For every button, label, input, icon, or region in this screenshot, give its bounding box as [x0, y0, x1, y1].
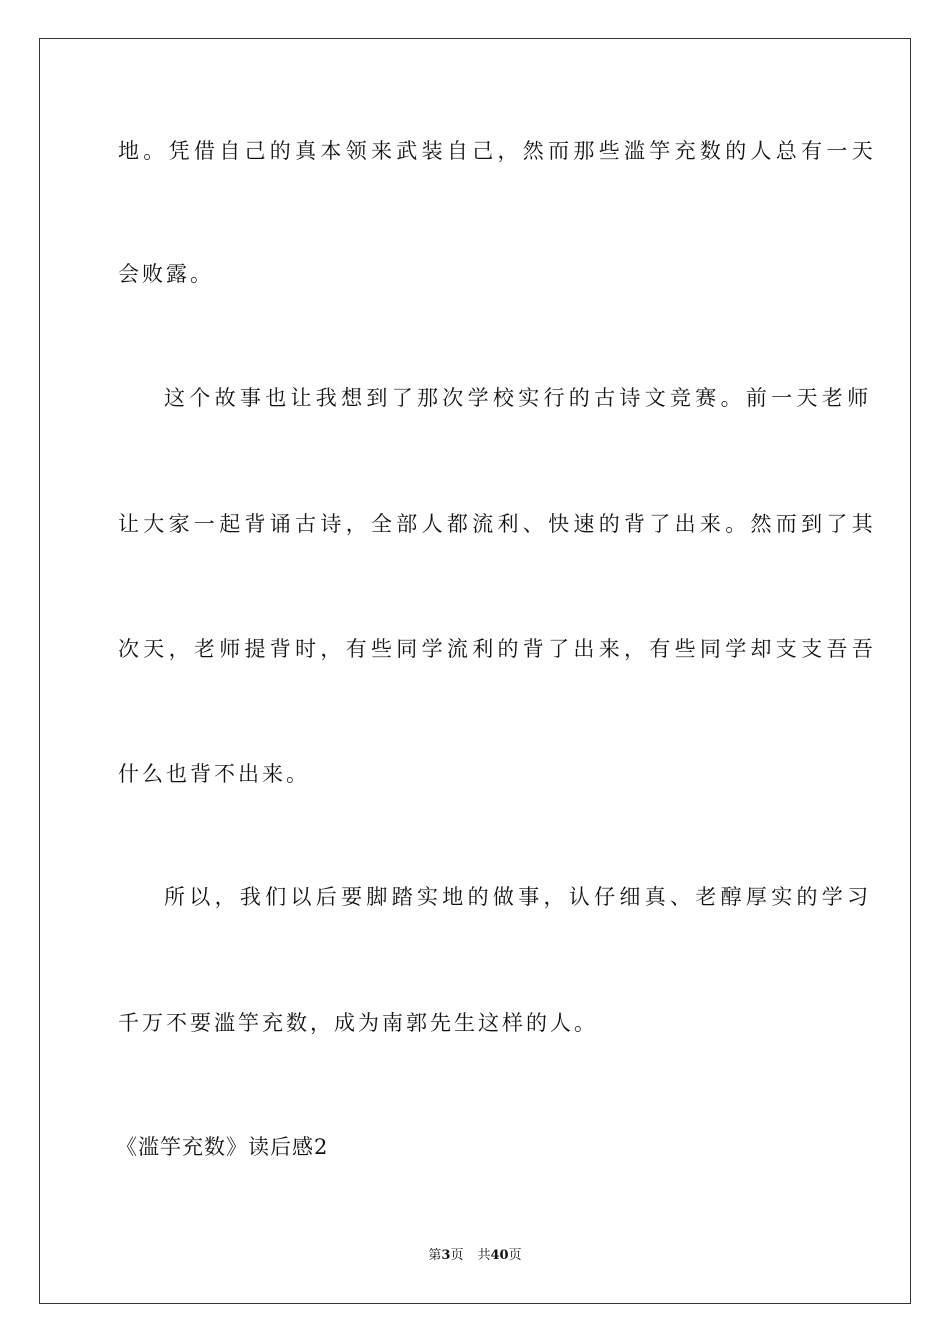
paragraph-line: 什么也背不出来。	[118, 762, 310, 786]
page-footer	[0, 1247, 950, 1265]
total-suffix: 页	[508, 1248, 522, 1263]
page-suffix: 页	[450, 1248, 464, 1263]
page-number: 3	[441, 1248, 451, 1263]
paragraph-line: 次天，老师提背时，有些同学流利的背了出来，有些同学却支支吾吾	[118, 637, 877, 661]
section-title: 《滥竽充数》读后感2	[116, 1135, 329, 1159]
paragraph-line: 会败露。	[118, 262, 214, 286]
paragraph-line: 让大家一起背诵古诗，全部人都流利、快速的背了出来。然而到了其	[118, 512, 877, 536]
paragraph-line: 所以，我们以后要脚踏实地的做事，认仔细真、老醇厚实的学习	[164, 885, 873, 909]
paragraph-line: 这个故事也让我想到了那次学校实行的古诗文竞赛。前一天老师	[164, 386, 873, 410]
paragraph-line: 地。凭借自己的真本领来武装自己，然而那些滥竽充数的人总有一天	[118, 139, 877, 163]
total-pages: 40	[490, 1248, 509, 1263]
page-border	[39, 38, 911, 1304]
total-prefix: 共	[477, 1248, 491, 1263]
page-prefix: 第	[428, 1248, 442, 1263]
paragraph-line: 千万不要滥竽充数，成为南郭先生这样的人。	[118, 1011, 598, 1035]
